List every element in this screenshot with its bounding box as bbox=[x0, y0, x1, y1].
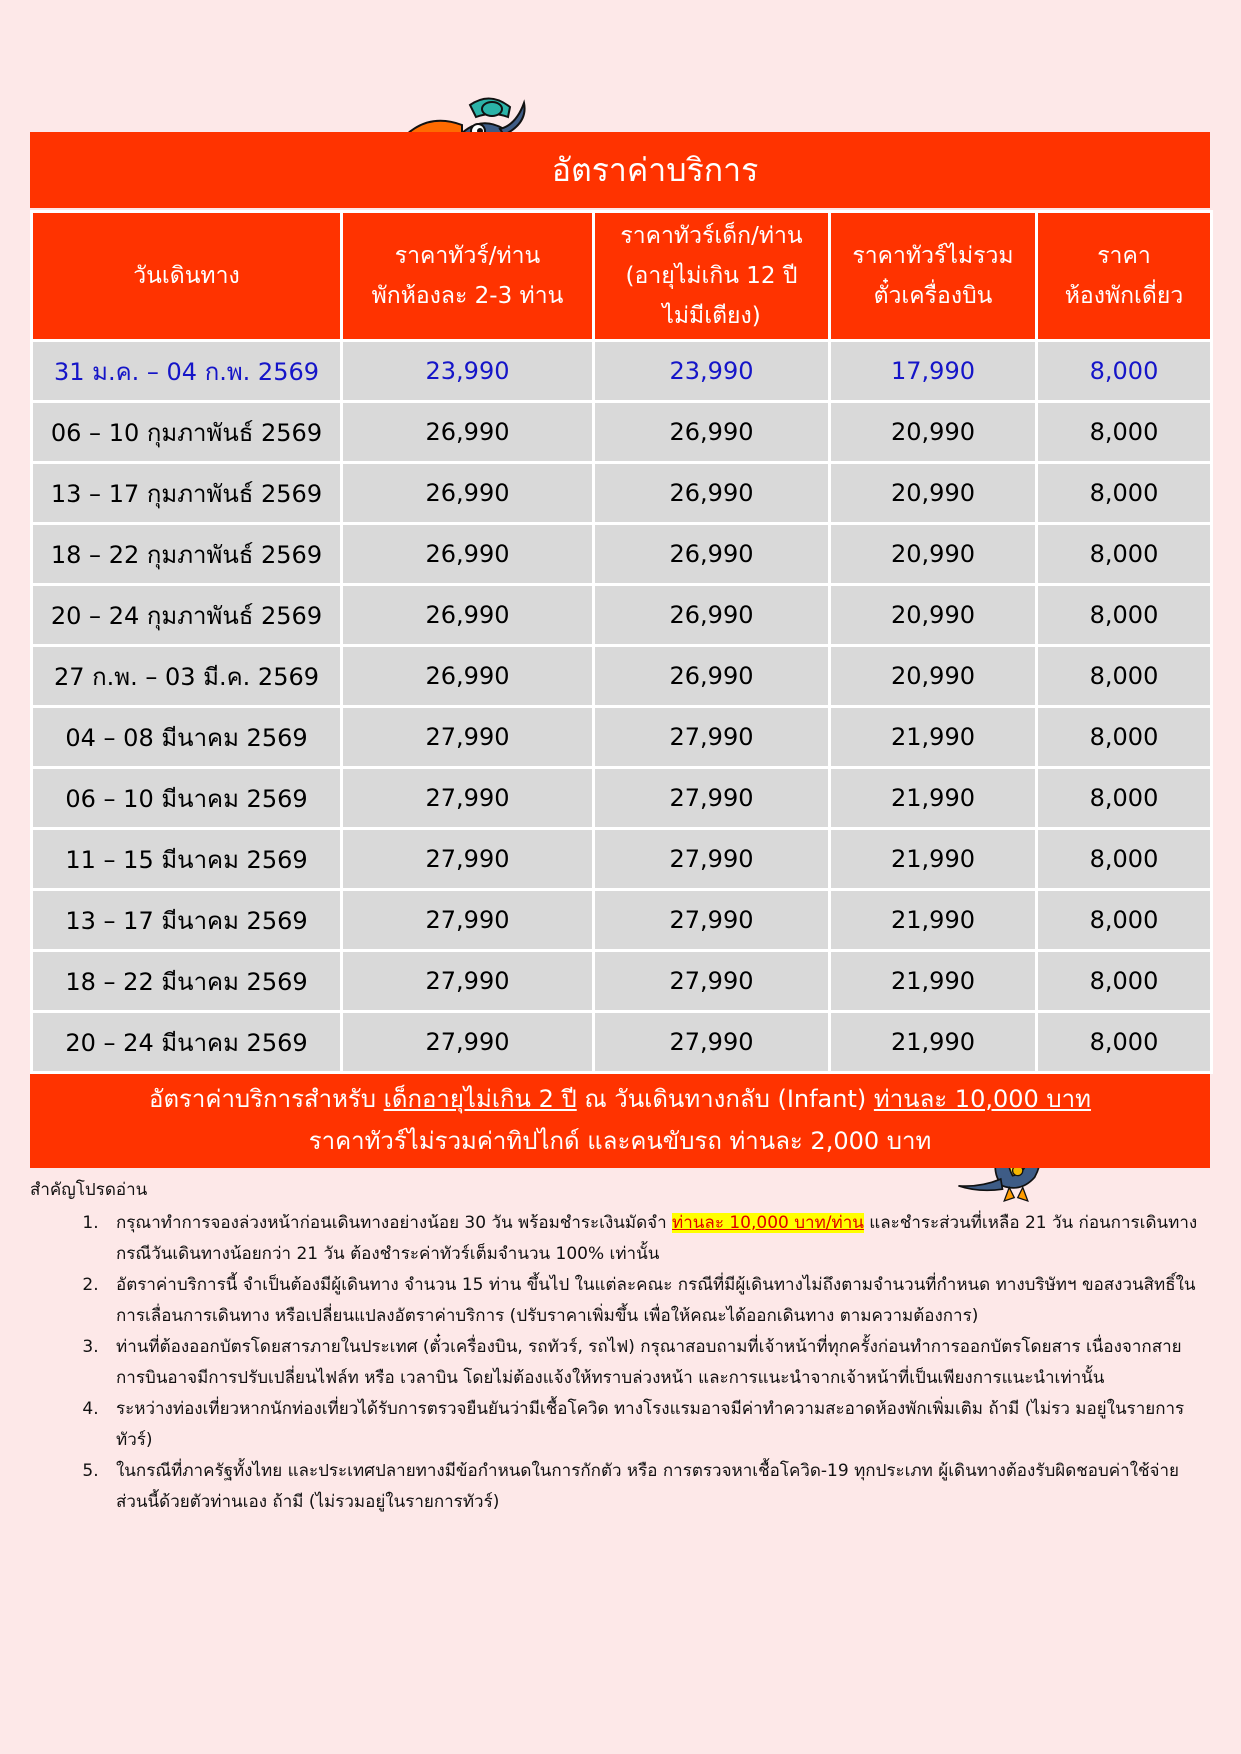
departure-date-cell: 06 – 10 กุมภาพันธ์ 2569 bbox=[32, 402, 342, 463]
child-price-cell: 26,990 bbox=[594, 585, 830, 646]
no-flight-price-cell: 20,990 bbox=[830, 402, 1037, 463]
table-row bbox=[32, 463, 1212, 524]
table-row bbox=[32, 890, 1212, 951]
no-flight-price-cell: 17,990 bbox=[830, 341, 1037, 402]
adult-price-cell: 26,990 bbox=[342, 646, 594, 707]
departure-date-cell: 04 – 08 มีนาคม 2569 bbox=[32, 707, 342, 768]
tip-note-line: ราคาทัวร์ไม่รวมค่าทิปไกด์ และคนขับรถ ท่านละ 2,000 บาท bbox=[308, 1127, 932, 1155]
child-price-cell: 27,990 bbox=[594, 768, 830, 829]
no-flight-price-cell: 21,990 bbox=[830, 768, 1037, 829]
table-row bbox=[32, 524, 1212, 585]
no-flight-price-cell: 20,990 bbox=[830, 585, 1037, 646]
departure-date-cell: 18 – 22 มีนาคม 2569 bbox=[32, 951, 342, 1012]
departure-date-cell: 27 ก.พ. – 03 มี.ค. 2569 bbox=[32, 646, 342, 707]
departure-date-cell: 18 – 22 กุมภาพันธ์ 2569 bbox=[32, 524, 342, 585]
rate-table bbox=[30, 210, 1213, 1074]
adult-price-cell: 27,990 bbox=[342, 707, 594, 768]
single-room-price-cell: 8,000 bbox=[1037, 524, 1212, 585]
child-price-cell: 27,990 bbox=[594, 890, 830, 951]
departure-date-cell: 20 – 24 กุมภาพันธ์ 2569 bbox=[32, 585, 342, 646]
column-header-date: วันเดินทาง bbox=[32, 212, 342, 341]
departure-date-cell: 13 – 17 กุมภาพันธ์ 2569 bbox=[32, 463, 342, 524]
infant-rate-mid: ณ วันเดินทางกลับ (Infant) bbox=[576, 1085, 874, 1113]
column-header-single-room: ราคา ห้องพักเดี่ยว bbox=[1037, 212, 1212, 341]
footer-bar bbox=[30, 1074, 1210, 1168]
single-room-price-cell: 8,000 bbox=[1037, 707, 1212, 768]
child-price-cell: 27,990 bbox=[594, 829, 830, 890]
note-item: 3. ท่านที่ต้องออกบัตรโดยสารภายในประเทศ (ตั๋วเครื่องบิน, รถทัวร์, รถไฟ) กรุณาสอบถามที่เจ้าหน้าที่ทุกครั้งก่อนทำการออกบัตรโดยสาร เนื่องจากสายการบินอาจมีการปรับเปลี่ยนไฟล์ท หรือ เวลาบิน โดยไม่ต้องแจ้งให้ทราบล่วงหน้า และการแนะนำจากเจ้าหน้าที่เป็นเพียงการแนะนำเท่านั้น bbox=[104, 1332, 1210, 1394]
single-room-price-cell: 8,000 bbox=[1037, 768, 1212, 829]
table-row bbox=[32, 585, 1212, 646]
infant-rate-prefix: อัตราค่าบริการสำหรับ bbox=[149, 1085, 384, 1113]
notes-list bbox=[30, 1208, 1210, 1518]
departure-date-cell: 06 – 10 มีนาคม 2569 bbox=[32, 768, 342, 829]
single-room-price-cell: 8,000 bbox=[1037, 585, 1212, 646]
table-row bbox=[32, 707, 1212, 768]
no-flight-price-cell: 21,990 bbox=[830, 890, 1037, 951]
adult-price-cell: 27,990 bbox=[342, 829, 594, 890]
adult-price-cell: 27,990 bbox=[342, 951, 594, 1012]
note-item: 4. ระหว่างท่องเที่ยวหากนักท่องเที่ยวได้รับการตรวจยืนยันว่ามีเชื้อโควิด ทางโรงแรมอาจมีค่าทำความสะอาดห้องพักเพิ่มเติม ถ้ามี (ไม่รว มอยู่ในรายการทัวร์) bbox=[104, 1394, 1210, 1456]
no-flight-price-cell: 21,990 bbox=[830, 951, 1037, 1012]
child-price-cell: 26,990 bbox=[594, 402, 830, 463]
column-header-no-flight-price: ราคาทัวร์ไม่รวม ตั๋วเครื่องบิน bbox=[830, 212, 1037, 341]
no-flight-price-cell: 20,990 bbox=[830, 524, 1037, 585]
adult-price-cell: 27,990 bbox=[342, 1012, 594, 1073]
adult-price-cell: 26,990 bbox=[342, 402, 594, 463]
single-room-price-cell: 8,000 bbox=[1037, 829, 1212, 890]
single-room-price-cell: 8,000 bbox=[1037, 890, 1212, 951]
page-title: อัตราค่าบริการ bbox=[551, 150, 759, 189]
table-row bbox=[32, 1012, 1212, 1073]
column-header-child-price: ราคาทัวร์เด็ก/ท่าน (อายุไม่เกิน 12 ปี ไม่มีเตียง) bbox=[594, 212, 830, 341]
departure-date-cell: 13 – 17 มีนาคม 2569 bbox=[32, 890, 342, 951]
single-room-price-cell: 8,000 bbox=[1037, 463, 1212, 524]
table-row bbox=[32, 402, 1212, 463]
no-flight-price-cell: 21,990 bbox=[830, 707, 1037, 768]
adult-price-cell: 27,990 bbox=[342, 890, 594, 951]
adult-price-cell: 26,990 bbox=[342, 585, 594, 646]
single-room-price-cell: 8,000 bbox=[1037, 341, 1212, 402]
child-price-cell: 26,990 bbox=[594, 524, 830, 585]
child-price-cell: 26,990 bbox=[594, 463, 830, 524]
notes-heading: สำคัญโปรดอ่าน bbox=[30, 1180, 148, 1200]
child-price-cell: 27,990 bbox=[594, 707, 830, 768]
departure-date-cell: 11 – 15 มีนาคม 2569 bbox=[32, 829, 342, 890]
important-notes bbox=[30, 1175, 1210, 1518]
note-item: 5. ในกรณีที่ภาครัฐทั้งไทย และประเทศปลายทางมีข้อกำหนดในการกักตัว หรือ การตรวจหาเชื้อโควิด-19 ทุกประเภท ผู้เดินทางต้องรับผิดชอบค่าใช้จ่ายส่วนนี้ด้วยตัวท่านเอง ถ้ามี (ไม่รวมอยู่ในรายการทัวร์) bbox=[104, 1456, 1210, 1518]
single-room-price-cell: 8,000 bbox=[1037, 951, 1212, 1012]
infant-age-text: เด็กอายุไม่เกิน 2 ปี bbox=[383, 1085, 577, 1113]
table-row bbox=[32, 768, 1212, 829]
departure-date-cell: 31 ม.ค. – 04 ก.พ. 2569 bbox=[32, 341, 342, 402]
rate-sheet bbox=[30, 132, 1210, 1168]
child-price-cell: 27,990 bbox=[594, 951, 830, 1012]
single-room-price-cell: 8,000 bbox=[1037, 646, 1212, 707]
child-price-cell: 27,990 bbox=[594, 1012, 830, 1073]
child-price-cell: 23,990 bbox=[594, 341, 830, 402]
table-row bbox=[32, 829, 1212, 890]
note-item: 2. อัตราค่าบริการนี้ จำเป็นต้องมีผู้เดินทาง จำนวน 15 ท่าน ขึ้นไป ในแต่ละคณะ กรณีที่มีผู้เดินทางไม่ถึงตามจำนวนที่กำหนด ทางบริษัทฯ ขอสงวนสิทธิ์ในการเลื่อนการเดินทาง หรือเปลี่ยนแปลงอัตราค่าบริการ (ปรับราคาเพิ่มขึ้น เพื่อให้คณะได้ออกเดินทาง ตามความต้องการ) bbox=[104, 1270, 1210, 1332]
no-flight-price-cell: 20,990 bbox=[830, 646, 1037, 707]
table-row bbox=[32, 951, 1212, 1012]
note-item bbox=[104, 1208, 1210, 1270]
departure-date-cell: 20 – 24 มีนาคม 2569 bbox=[32, 1012, 342, 1073]
adult-price-cell: 26,990 bbox=[342, 463, 594, 524]
no-flight-price-cell: 21,990 bbox=[830, 829, 1037, 890]
table-header-row bbox=[32, 212, 1212, 341]
adult-price-cell: 26,990 bbox=[342, 524, 594, 585]
adult-price-cell: 23,990 bbox=[342, 341, 594, 402]
adult-price-cell: 27,990 bbox=[342, 768, 594, 829]
note-text: กรุณาทำการจองล่วงหน้าก่อนเดินทางอย่างน้อย 30 วัน พร้อมชำระเงินมัดจำ bbox=[116, 1213, 673, 1233]
no-flight-price-cell: 21,990 bbox=[830, 1012, 1037, 1073]
no-flight-price-cell: 20,990 bbox=[830, 463, 1037, 524]
note-text: และชำระส่วนที่เหลือ 21 วัน ก่อนการเดินทาง กรณีวันเดินทางน้อยกว่า 21 วัน ต้องชำระค่าทัวร์เต็มจำนวน 100% เท่านั้น bbox=[116, 1213, 1198, 1264]
child-price-cell: 26,990 bbox=[594, 646, 830, 707]
single-room-price-cell: 8,000 bbox=[1037, 1012, 1212, 1073]
column-header-adult-price: ราคาทัวร์/ท่าน พักห้องละ 2-3 ท่าน bbox=[342, 212, 594, 341]
infant-rate-line bbox=[30, 1078, 1210, 1120]
table-row bbox=[32, 341, 1212, 402]
table-row bbox=[32, 646, 1212, 707]
infant-price-text: ท่านละ 10,000 บาท bbox=[873, 1085, 1091, 1113]
single-room-price-cell: 8,000 bbox=[1037, 402, 1212, 463]
title-bar bbox=[30, 132, 1210, 208]
deposit-highlight: ท่านละ 10,000 บาท/ท่าน bbox=[672, 1213, 864, 1233]
